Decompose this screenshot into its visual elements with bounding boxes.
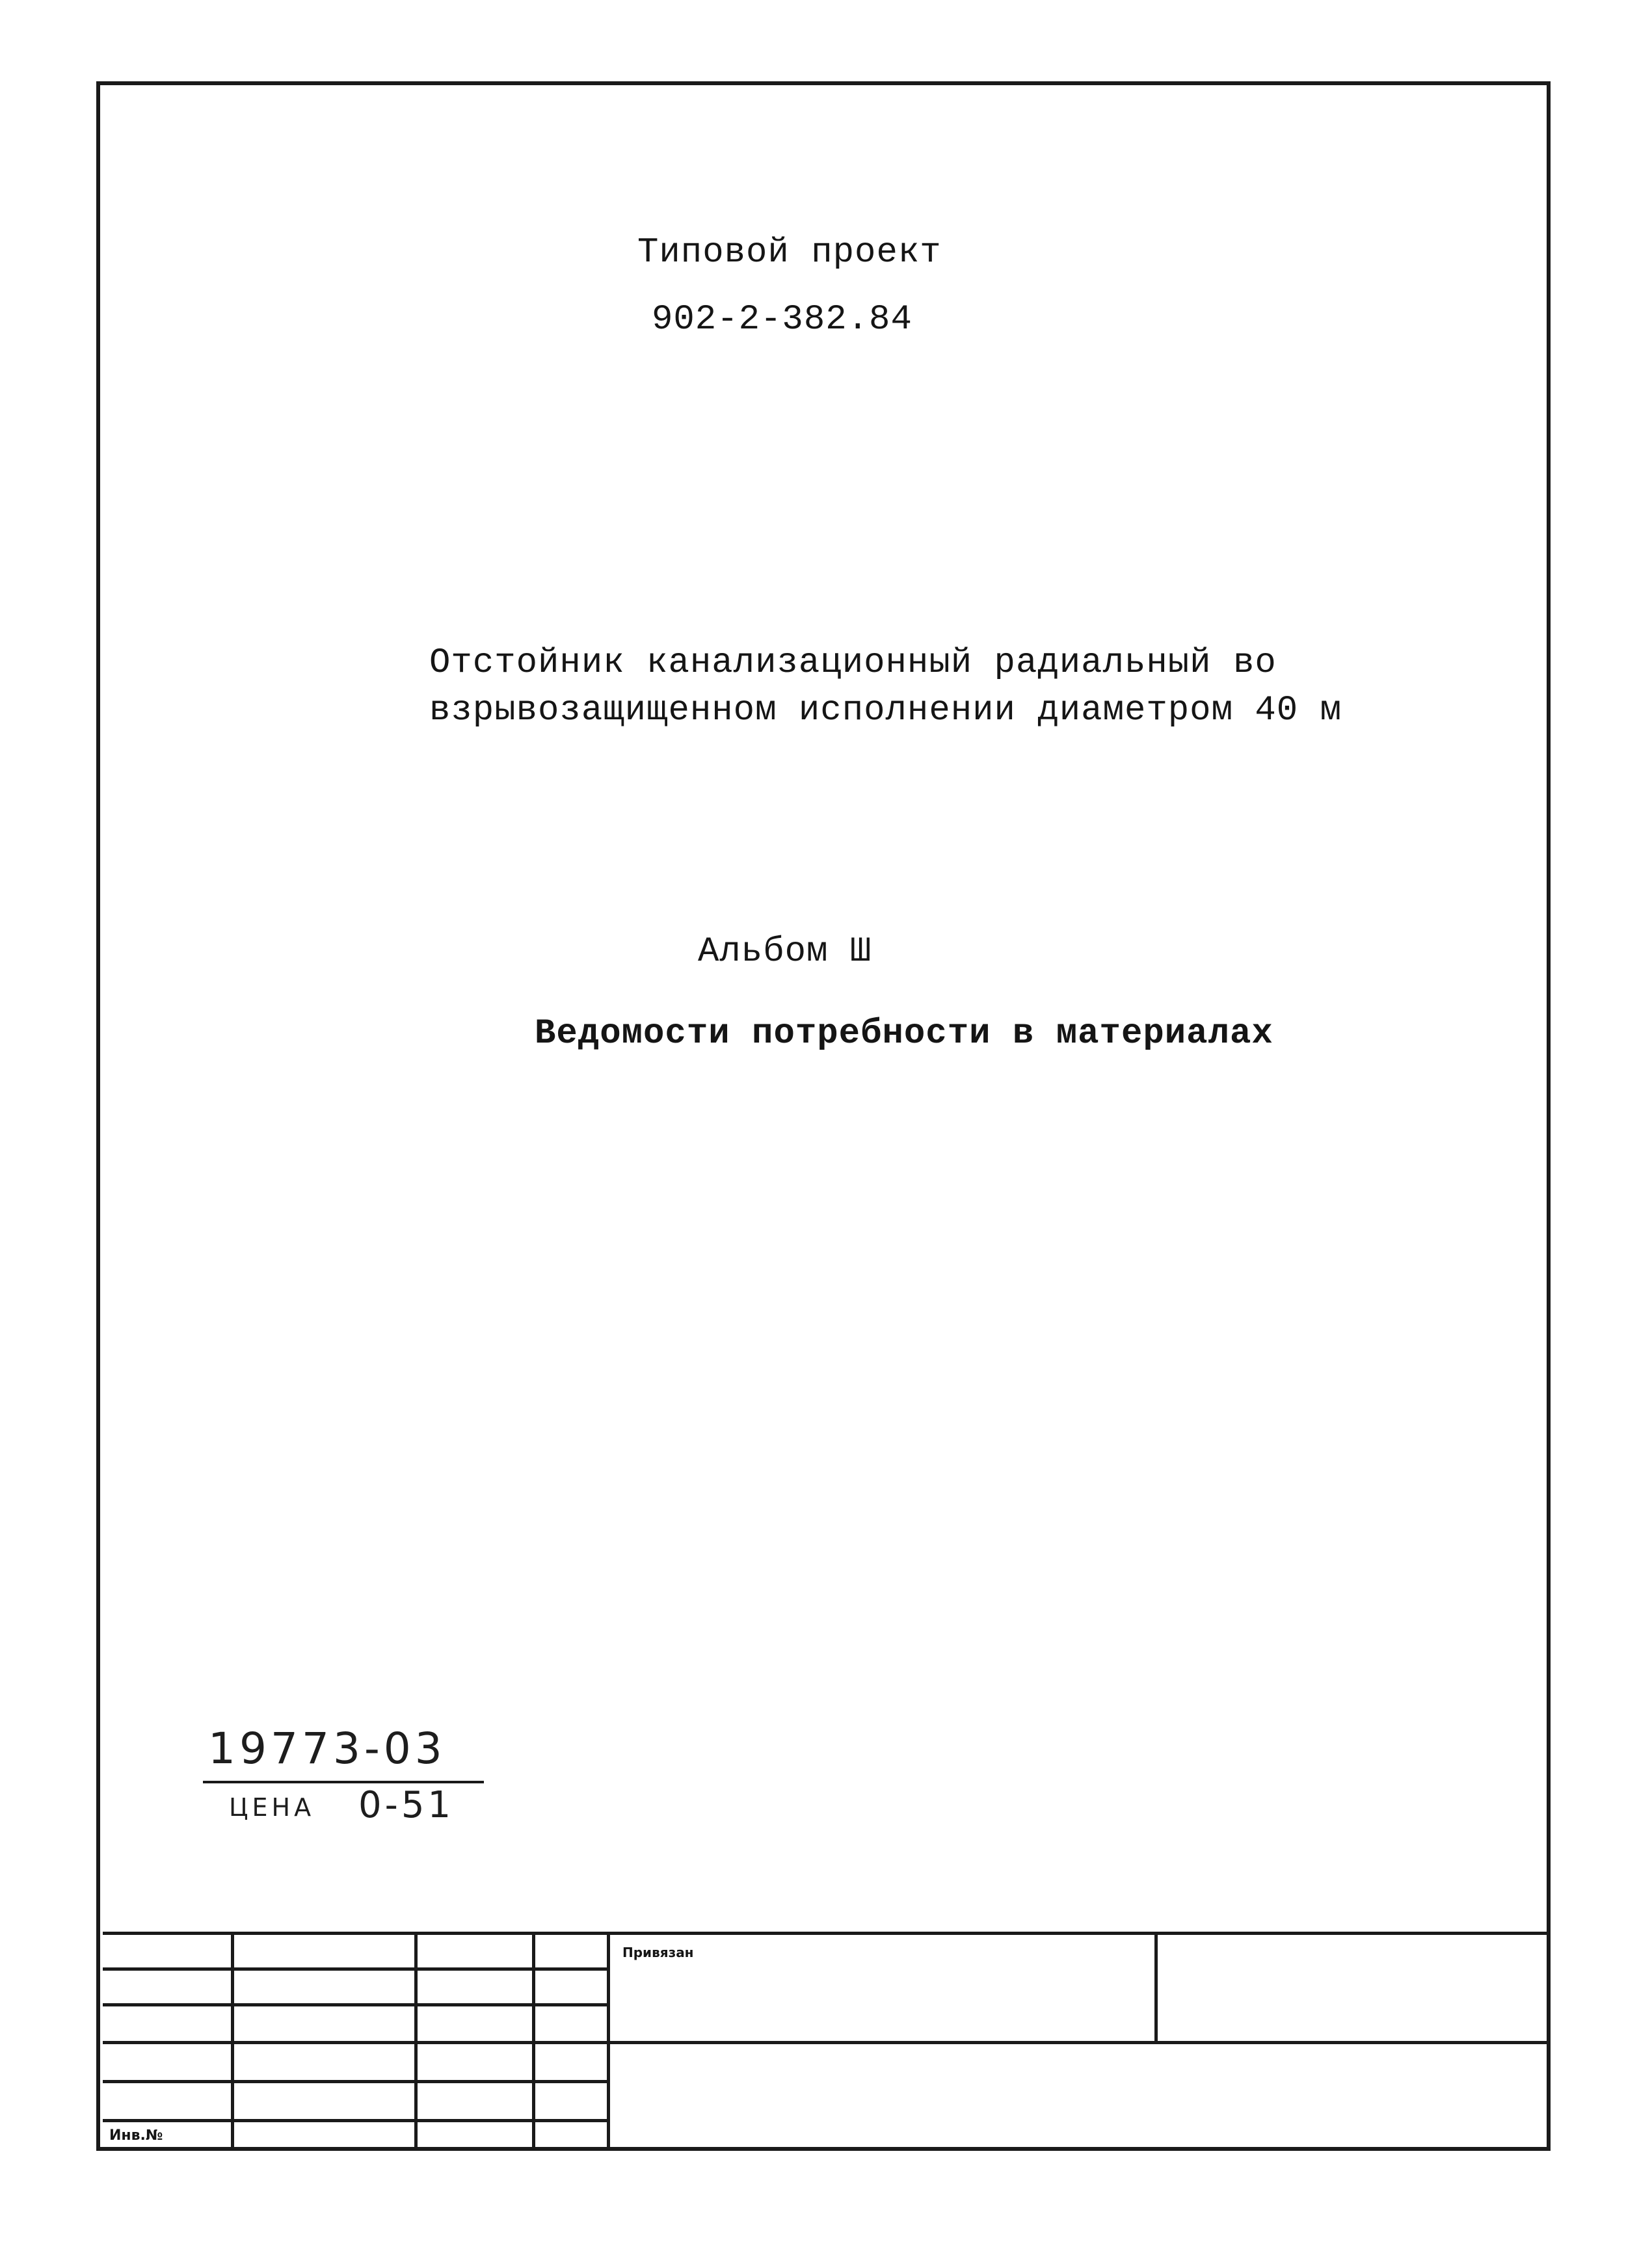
price-value: 0-51 — [358, 1784, 455, 1826]
attached-label: Привязан — [622, 1945, 694, 1960]
stamp-col-line — [532, 1932, 535, 2150]
album-subject: Ведомости потребности в материалах — [535, 1014, 1273, 1054]
stamp-col-line — [414, 1932, 418, 2150]
handwritten-underline — [203, 1781, 484, 1783]
stamp-row-line — [103, 2041, 1547, 2044]
drawing-frame — [96, 81, 1551, 2151]
stamp-col-line — [1154, 1932, 1158, 2042]
project-type: Типовой проект — [637, 233, 942, 273]
inventory-label: Инв.№ — [109, 2127, 163, 2144]
title-line-1: Отстойник канализационный радиальный во — [429, 643, 1277, 683]
stamp-top-line — [103, 1932, 1547, 1935]
project-number: 902-2-382.84 — [652, 300, 913, 340]
title-line-2: взрывозащищенном исполнении диаметром 40 м — [429, 691, 1342, 730]
price-label: ЦЕНА — [229, 1793, 315, 1822]
stamp-col-line — [607, 1932, 610, 2150]
album-number: Альбом Ш — [698, 932, 872, 972]
stamp-col-line — [231, 1932, 234, 2150]
handwritten-code: 19773-03 — [208, 1724, 446, 1774]
